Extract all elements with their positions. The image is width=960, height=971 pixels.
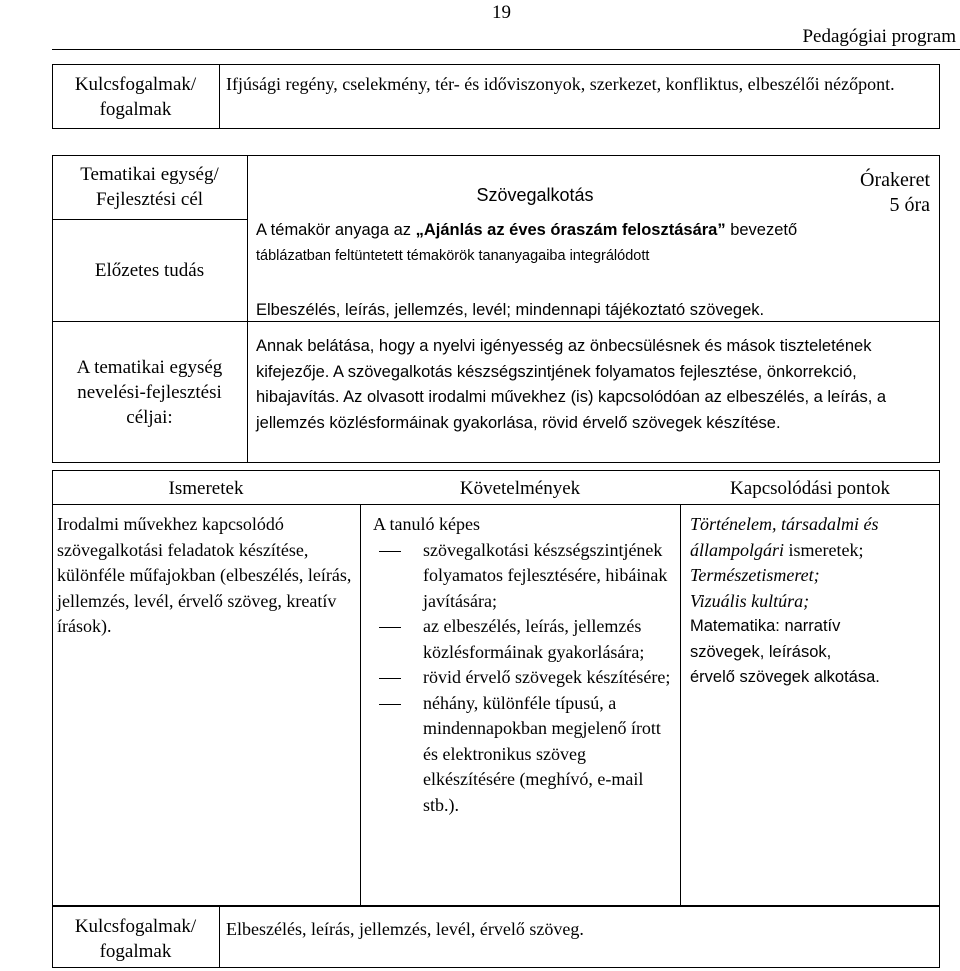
bottom-keywords-label-line2: fogalmak <box>99 941 172 962</box>
requirements-intro: A tanuló képes <box>373 514 480 534</box>
top-keywords-text: Ifjúsági regény, cselekmény, tér- és időviszonyok, szerkezet, konfliktus, elbeszélői nézőpont. <box>226 74 895 94</box>
header-rule <box>52 49 960 50</box>
top-keywords-divider <box>219 64 220 129</box>
top-keywords-label-line1: Kulcsfogalmak/ <box>74 74 197 95</box>
goals-label-line2: nevelési-fejlesztési <box>77 382 222 403</box>
unit-label-line1: Tematikai egység/ <box>80 164 219 185</box>
hours-value: 5 óra <box>889 194 930 216</box>
program-title: Pedagógiai program <box>802 26 956 47</box>
requirement-item: néhány, különféle típusú, a mindennapokban megjelenő írott és elektronikus szöveg elkészítésére (meghívó, e-mail stb.). <box>373 691 673 819</box>
column-requirements-header: Követelmények <box>459 478 581 499</box>
unit-table-divider <box>247 155 248 463</box>
content-header-rule <box>52 504 940 505</box>
requirement-item: szövegalkotási készségszintjének folyamatos fejlesztésére, hibáinak javítására; <box>373 538 673 615</box>
connections-block <box>690 512 880 691</box>
requirement-item: az elbeszélés, leírás, jellemzés közlésformáinak gyakorlására; <box>373 614 673 665</box>
bottom-keywords-divider <box>219 906 220 968</box>
bottom-keywords-label <box>52 914 219 964</box>
content-divider-1 <box>360 504 361 906</box>
knowledge-text: Irodalmi művekhez kapcsolódó szövegalkotási feladatok készítése, különféle műfajokban (elbeszélés, leírás, jellemzés, levél, érvelő szöveg, kreatív írások). <box>57 514 352 636</box>
prior-knowledge-prefix: A témakör anyaga az <box>256 221 416 239</box>
page-header <box>52 0 960 52</box>
requirements-block <box>373 512 673 818</box>
content-divider-2 <box>680 504 681 906</box>
requirements-list <box>373 538 673 819</box>
prior-knowledge-line3: Elbeszélés, leírás, jellemzés, levél; mindennapi tájékoztató szövegek. <box>256 301 765 319</box>
goals-text: Annak belátása, hogy a nyelvi igényesség az önbecsülésnek és mások tiszteletének kifejezője. A szövegalkotás készségszintjének folyamatos fejlesztése, önkorrekció, hibajavítás. Az olvasott irodalmi művekhez (is) kapcsolódóan az elbeszélés, a leírás, a jellemzés közlésformáinak gyakorlása, rövid érvelő szövegek készítése. <box>256 337 887 432</box>
bottom-keywords-label-line1: Kulcsfogalmak/ <box>74 916 197 937</box>
bottom-keywords-text: Elbeszélés, leírás, jellemzés, levél, érvelő szöveg. <box>226 919 584 939</box>
column-knowledge-header: Ismeretek <box>168 478 244 499</box>
top-keywords-label <box>52 72 219 122</box>
connection-history-suffix: ismeretek; <box>788 539 864 560</box>
unit-row-rule-1 <box>52 219 247 220</box>
connection-science: Természetismeret; <box>690 565 820 585</box>
goals-label-line1: A tematikai egység <box>76 357 223 378</box>
prior-knowledge-suffix: bevezető <box>725 221 798 239</box>
connection-math: Matematika: narratív szövegek, leírások, érvelő szövegek alkotása. <box>690 617 880 686</box>
prior-knowledge-text <box>256 218 936 242</box>
page-number: 19 <box>492 2 511 23</box>
goals-label-line3: céljai: <box>126 407 173 428</box>
column-connections-header: Kapcsolódási pontok <box>730 478 890 499</box>
connection-visual: Vizuális kultúra; <box>690 590 810 611</box>
prior-knowledge-line2: táblázatban feltüntetett témakörök tananyagaiba integrálódott <box>256 248 650 264</box>
unit-label-line2: Fejlesztési cél <box>95 189 204 210</box>
requirement-item: rövid érvelő szövegek készítésére; <box>373 665 673 691</box>
hours-label: Órakeret <box>860 169 930 191</box>
goals-label <box>52 355 247 430</box>
prior-knowledge-bold: „Ajánlás az éves óraszám felosztására” <box>415 221 726 239</box>
unit-title: Szövegalkotás <box>476 185 594 205</box>
top-keywords-label-line2: fogalmak <box>99 99 172 120</box>
unit-label <box>52 162 247 212</box>
prior-knowledge-label: Előzetes tudás <box>94 260 205 281</box>
connection-history: Történelem, társadalmi és állampolgári <box>690 514 879 560</box>
